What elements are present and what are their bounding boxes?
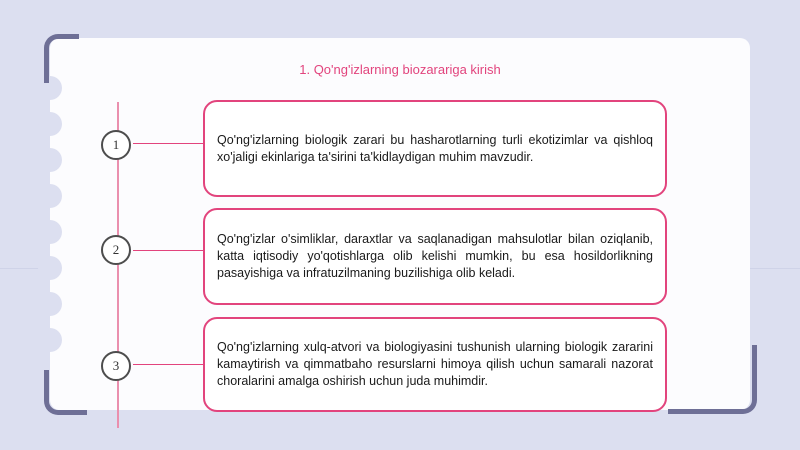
step-number-3: 3 — [101, 351, 131, 381]
binder-hole — [38, 256, 62, 280]
binder-hole — [38, 148, 62, 172]
info-card-1 — [203, 100, 667, 197]
connector-line — [133, 364, 205, 365]
connector-line — [133, 143, 205, 144]
info-card-text: Qo'ng'izlar o'simliklar, daraxtlar va saqlanadigan mahsulotlar bilan oziqlanib, katta iqtisodiy yo'qotishlarga olib kelishi mumkin, bu esa hosildorlikning pasayishiga va infratuzilmaning buzilishiga olib keladi. — [217, 232, 653, 280]
frame-corner-bottom-left — [44, 370, 87, 415]
step-number-2: 2 — [101, 235, 131, 265]
info-card-text: Qo'ng'izlarning biologik zarari bu hasharotlarning turli ekotizimlar va qishloq xo'jaligi ekinlariga ta'sirini ta'kidlaydigan muhim mavzudir. — [217, 132, 653, 164]
info-card-2 — [203, 208, 667, 305]
binder-hole — [38, 292, 62, 316]
binder-hole — [38, 184, 62, 208]
info-card-text: Qo'ng'izlarning xulq-atvori va biologiyasini tushunish ularning biologik zararini kamaytirish va qimmatbaho resurslarni himoya qilish uchun samarali nazorat choralarini amalga oshirish uchun juda muhimdir. — [217, 340, 653, 388]
frame-corner-top-left — [44, 34, 79, 83]
slide-title: 1. Qo'ng'izlarning biozarariga kirish — [299, 62, 501, 77]
binder-hole — [38, 220, 62, 244]
binder-hole — [38, 328, 62, 352]
binder-hole — [38, 112, 62, 136]
step-number-1: 1 — [101, 130, 131, 160]
connector-line — [133, 250, 205, 251]
info-card-3 — [203, 317, 667, 412]
frame-corner-bottom-right — [668, 345, 757, 414]
